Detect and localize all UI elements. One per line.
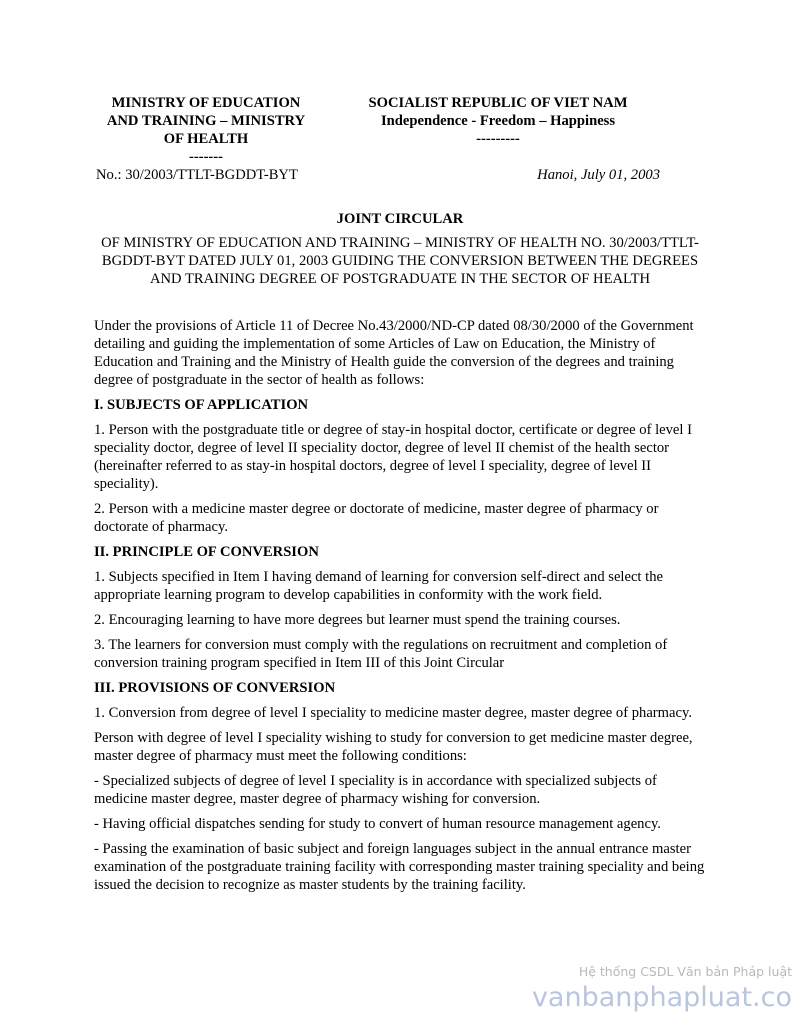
title-block (94, 210, 706, 288)
watermark-domain: vanbanphapluat.co (531, 982, 792, 1013)
section-1-heading: I. SUBJECTS OF APPLICATION (94, 397, 309, 413)
section-3-paragraph-3: - Specialized subjects of degree of level I speciality is in accordance with specialized subjects of medicine master degree, master degree of pharmacy wishing for conversion. (94, 773, 657, 807)
section-2-paragraph-3: 3. The learners for conversion must comply with the regulations on recruitment and completion of conversion training program specified in Item III of this Joint Circular (94, 637, 668, 671)
document-number: No.: 30/2003/TTLT-BGDDT-BYT (96, 167, 298, 183)
document-title: JOINT CIRCULAR (336, 211, 464, 227)
national-motto: Independence - Freedom – Happiness (380, 113, 616, 129)
issuer-line-1: MINISTRY OF EDUCATION (111, 95, 301, 111)
site-watermark (532, 964, 792, 1016)
issuer-line-3: OF HEALTH (163, 131, 249, 147)
country-name: SOCIALIST REPUBLIC OF VIET NAM (368, 95, 628, 111)
section-1-paragraph-2: 2. Person with a medicine master degree or doctorate of medicine, master degree of pharmacy or doctorate of pharmacy. (94, 501, 659, 535)
issuer-separator: ------- (188, 149, 224, 165)
section-3-paragraph-5: - Passing the examination of basic subject and foreign languages subject in the annual entrance master examination of the postgraduate training facility with corresponding master training speciality and being issued the decision to recognize as master students by the training facility. (94, 841, 705, 893)
preamble: Under the provisions of Article 11 of Decree No.43/2000/ND-CP dated 08/30/2000 of the Government detailing and guiding the implementation of some Articles of Law on Education, the Ministry of Education and Training and the Ministry of Health guide the conversion of the degrees and training degree of postgraduate in the sector of health as follows: (94, 318, 694, 388)
country-block (348, 94, 648, 148)
motto-separator: --------- (476, 131, 520, 147)
section-3-heading: III. PROVISIONS OF CONVERSION (94, 680, 336, 696)
watermark-tagline: Hệ thống CSDL Văn bản Pháp luật (578, 964, 792, 979)
issuer-block (90, 94, 322, 166)
issuer-line-2: AND TRAINING – MINISTRY (106, 113, 306, 129)
section-2-heading: II. PRINCIPLE OF CONVERSION (94, 544, 319, 560)
section-3-paragraph-2: Person with degree of level I speciality wishing to study for conversion to get medicine master degree, master degree of pharmacy must meet the following conditions: (94, 730, 693, 764)
document-body (94, 317, 708, 901)
document-subtitle: OF MINISTRY OF EDUCATION AND TRAINING – MINISTRY OF HEALTH NO. 30/2003/TTLT-BGDDT-BYT DATED JULY 01, 2003 GUIDING THE CONVERSION BETWEEN THE DEGREES AND TRAINING DEGREE OF POSTGRADUATE IN THE SECTOR OF HEALTH (101, 235, 699, 287)
section-2-paragraph-2: 2. Encouraging learning to have more degrees but learner must spend the training courses. (94, 612, 621, 628)
section-2-paragraph-1: 1. Subjects specified in Item I having demand of learning for conversion self-direct and select the appropriate learning program to develop capabilities in conformity with the work field. (94, 569, 663, 603)
document-header (90, 94, 710, 190)
section-1-paragraph-1: 1. Person with the postgraduate title or degree of stay-in hospital doctor, certificate or degree of level I speciality doctor, degree of level II speciality doctor, degree of level II chemist of the health sector (hereinafter referred to as stay-in hospital doctors, degree of level I speciality, degree of level II speciality). (94, 422, 692, 492)
section-3-paragraph-1: 1. Conversion from degree of level I speciality to medicine master degree, master degree of pharmacy. (94, 705, 692, 721)
section-3-paragraph-4: - Having official dispatches sending for study to convert of human resource management agency. (94, 816, 661, 832)
place-and-date: Hanoi, July 01, 2003 (537, 167, 660, 183)
